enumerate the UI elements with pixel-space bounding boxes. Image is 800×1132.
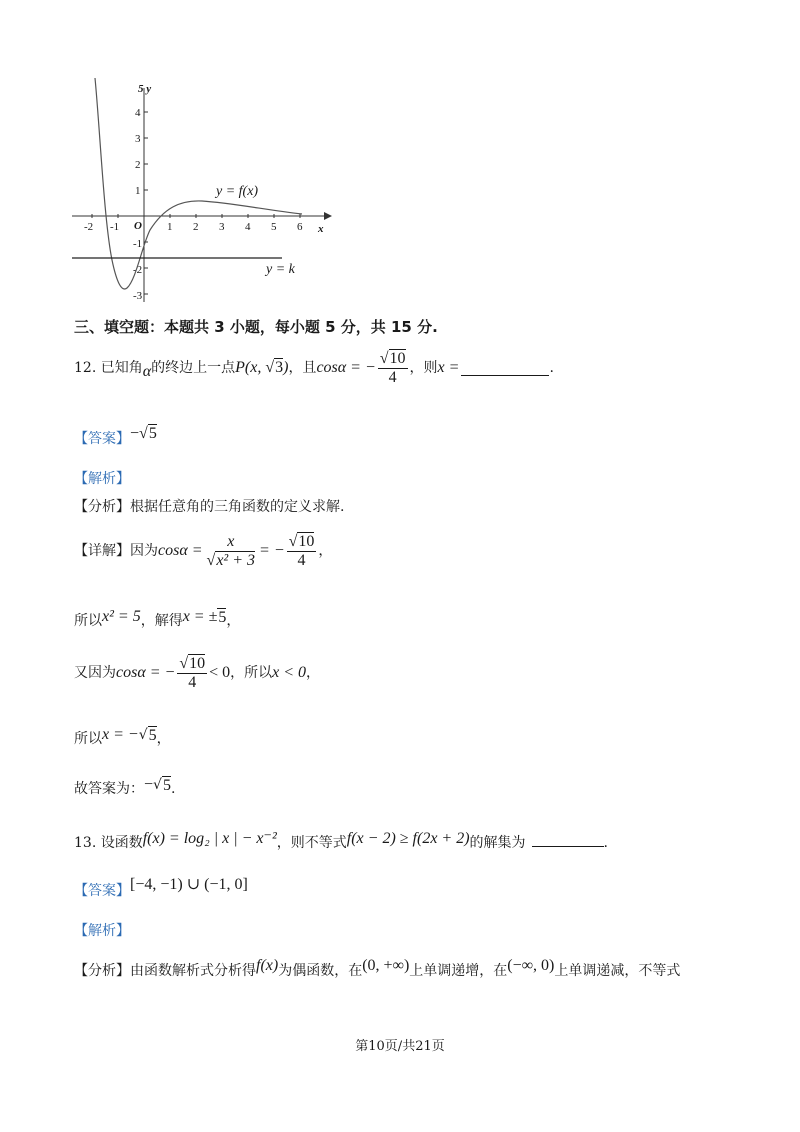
y-tick-label: 4	[135, 107, 141, 119]
step-2	[74, 604, 240, 630]
function-graph	[62, 70, 342, 310]
answer-row	[74, 420, 157, 448]
xiangjie-label: 【详解】	[74, 543, 130, 559]
step-4: 所以 x = − √ 5 ，	[74, 726, 171, 747]
point-p: P(x, √3)	[235, 359, 289, 376]
radicand: 10	[298, 532, 315, 550]
step-math: x = −	[102, 726, 139, 743]
question-text: 设函数	[100, 835, 143, 851]
answer-label: 【答案】	[74, 883, 130, 899]
y-tick-label: -1	[133, 238, 143, 250]
fenxi-row	[74, 498, 344, 516]
y-tick-label: 3	[135, 133, 141, 145]
y-axis-label: 5 y	[138, 83, 152, 95]
cos-equation: cosα = −	[316, 359, 376, 376]
fenxi-text: 上单调递增，在	[409, 963, 508, 979]
cos-lhs: cosα =	[158, 542, 203, 559]
punct: ，	[156, 731, 171, 747]
section-heading: 三、填空题：本题共 3 小题，每小题 5 分，共 15 分.	[74, 318, 438, 336]
fenxi-text: 根据任意角的三角函数的定义求解.	[130, 499, 345, 515]
step-math: cosα = −	[116, 664, 176, 681]
fenxi-label: 【分析】	[74, 499, 130, 515]
fenxi-row	[74, 952, 680, 980]
question-text: ，则	[409, 360, 438, 376]
question-12	[74, 346, 554, 390]
x-tick-label: -2	[84, 221, 94, 233]
question-number: 12.	[74, 360, 97, 376]
step-math: x < 0	[272, 664, 307, 681]
answer-blank[interactable]	[461, 361, 549, 376]
radicand: 10	[189, 654, 206, 672]
step-text: ，所以	[230, 665, 273, 681]
x-tick-label: 1	[167, 221, 173, 233]
analysis-label: 【解析】	[74, 471, 130, 487]
curve-f	[95, 78, 302, 289]
question-text: 的解集为	[469, 835, 526, 851]
answer-row	[74, 870, 248, 900]
punct: ，	[318, 543, 333, 559]
answer-value: [−4, −1) ∪ (−1, 0]	[130, 876, 248, 893]
question-text: 已知角	[100, 360, 143, 376]
fenxi-text: 为偶函数，在	[278, 963, 363, 979]
page-footer: 第10页/共21页	[355, 1039, 445, 1054]
curve-label: y = f(x)	[216, 184, 259, 199]
alpha-symbol: α	[142, 363, 152, 380]
radicand: 5	[218, 608, 227, 626]
x-axis-arrow	[324, 212, 332, 220]
inequality: f(x − 2) ≥ f(2x + 2)	[346, 830, 470, 847]
y-tick-label: -3	[133, 290, 143, 302]
denominator: 4	[297, 551, 306, 569]
analysis-label: 【解析】	[74, 923, 130, 939]
function-def: f(x) = log₂ | x | − x⁻²	[142, 830, 277, 847]
step-text: ，解得	[140, 613, 183, 629]
question-end: .	[549, 360, 554, 376]
y-tick-label: 2	[135, 159, 141, 171]
punct: ，	[306, 665, 321, 681]
x-tick-label: 5	[271, 221, 277, 233]
x-tick-label: 4	[245, 221, 251, 233]
fenxi-math: (−∞, 0)	[507, 957, 555, 974]
step-math: < 0	[209, 664, 231, 681]
y-tick-label: -2	[133, 264, 143, 276]
fraction: $\frac{√10}{4}$	[288, 532, 315, 569]
step-math: x = ±	[182, 608, 218, 625]
xiangjie-text: 因为	[130, 543, 158, 559]
numerator: x	[227, 532, 235, 550]
fenxi-label: 【分析】	[74, 963, 130, 979]
fraction: $\frac{x}{\text{√x² + 3}}$	[206, 532, 256, 569]
step-math: x² = 5	[102, 608, 141, 625]
question-13	[74, 826, 608, 852]
x-tick-label: -1	[110, 221, 120, 233]
denominator: 4	[388, 368, 397, 386]
x-tick-label: 2	[193, 221, 199, 233]
fenxi-math: (0, +∞)	[362, 957, 410, 974]
step-text: 所以	[74, 731, 102, 747]
question-end: .	[603, 835, 608, 851]
fraction: $\frac{√10}{4}$	[179, 654, 206, 691]
x-tick-label: 6	[297, 221, 303, 233]
fenxi-math: f(x)	[256, 957, 279, 974]
question-text: 的终边上一点	[151, 360, 236, 376]
question-number: 13.	[74, 835, 97, 851]
answer-value: −√5	[130, 425, 157, 442]
answer-blank[interactable]	[532, 832, 604, 847]
detail-row	[74, 530, 332, 572]
radicand: 10	[389, 349, 406, 367]
question-text: ，则不等式	[276, 835, 347, 851]
step-math: −	[144, 776, 154, 793]
radicand: 5	[148, 726, 157, 744]
fenxi-text: 由函数解析式分析得	[130, 963, 256, 979]
step-3	[74, 652, 320, 694]
fenxi-text: 上单调递减，不等式	[554, 963, 681, 979]
equals: = −	[259, 542, 285, 559]
fraction: $\frac{√10}{4}$	[379, 349, 406, 386]
answer-label: 【答案】	[74, 431, 130, 447]
x-axis-label: x	[318, 223, 324, 235]
punct: .	[170, 781, 176, 797]
step-text: 所以	[74, 613, 102, 629]
denominator: 4	[188, 673, 197, 691]
question-text: ，且	[288, 360, 317, 376]
x-equals: x =	[437, 359, 460, 376]
line-label: y = k	[266, 262, 295, 277]
punct: ，	[226, 613, 241, 629]
y-tick-label: 1	[135, 185, 141, 197]
origin-label: O	[134, 220, 142, 232]
radicand: 5	[162, 776, 171, 794]
step-text: 故答案为：	[74, 781, 144, 797]
radicand: x² + 3	[216, 551, 256, 569]
step-5: 故答案为： − √ 5 .	[74, 776, 176, 797]
x-tick-label: 3	[219, 221, 225, 233]
step-text: 又因为	[74, 665, 116, 681]
